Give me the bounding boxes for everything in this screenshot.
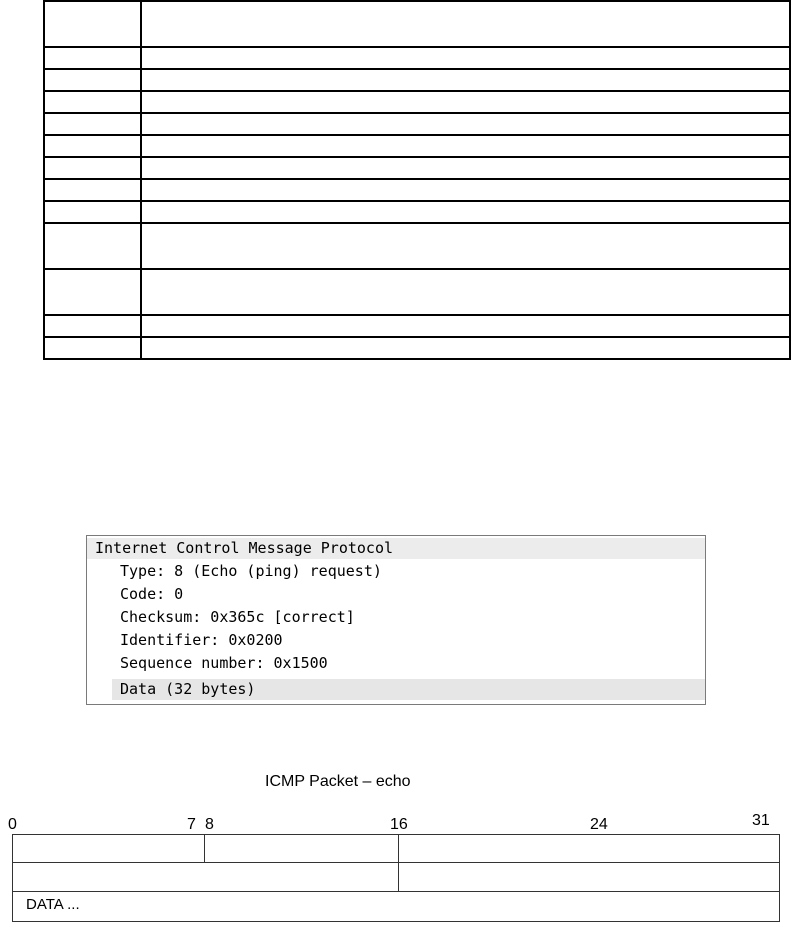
table-cell [141, 113, 790, 135]
table-cell [141, 201, 790, 223]
diagram-title: ICMP Packet – echo [265, 773, 411, 790]
packet-row-type-code-checksum [12, 834, 780, 863]
table-row [44, 69, 790, 91]
table-row [44, 223, 790, 269]
data-label: DATA ... [26, 896, 80, 913]
table-cell [141, 1, 790, 47]
table-cell [44, 157, 141, 179]
table-cell [44, 1, 141, 47]
table-row [44, 157, 790, 179]
type-field-row[interactable]: Type: 8 (Echo (ping) request) [120, 562, 382, 580]
sequence-field-row[interactable]: Sequence number: 0x1500 [120, 654, 328, 672]
table-cell [44, 201, 141, 223]
table-row [44, 179, 790, 201]
icmp-reference-table [43, 0, 791, 360]
table-cell [141, 269, 790, 315]
field-divider [398, 835, 399, 862]
table-cell [141, 69, 790, 91]
table-row [44, 1, 790, 47]
data-field-row[interactable]: Data (32 bytes) [112, 679, 705, 700]
field-divider [204, 835, 205, 862]
table-row [44, 269, 790, 315]
bit-label-7: 7 [187, 816, 196, 833]
protocol-header-row[interactable]: Internet Control Message Protocol [87, 538, 705, 559]
bit-label-0: 0 [8, 816, 17, 833]
table-row [44, 201, 790, 223]
identifier-field-row[interactable]: Identifier: 0x0200 [120, 631, 283, 649]
table-cell [141, 179, 790, 201]
table-cell [141, 47, 790, 69]
table-row [44, 47, 790, 69]
table-cell [44, 179, 141, 201]
packet-row-data [12, 891, 780, 922]
table-cell [44, 113, 141, 135]
table-cell [44, 223, 141, 269]
checksum-field-row[interactable]: Checksum: 0x365c [correct] [120, 608, 355, 626]
table-row [44, 337, 790, 359]
table-cell [141, 337, 790, 359]
table-cell [44, 69, 141, 91]
table-cell [141, 135, 790, 157]
table-cell [141, 223, 790, 269]
table-row [44, 113, 790, 135]
table-cell [141, 157, 790, 179]
table-cell [44, 47, 141, 69]
field-divider [398, 863, 399, 891]
table-cell [44, 315, 141, 337]
table-cell [141, 315, 790, 337]
bit-label-31: 31 [752, 812, 770, 829]
table-cell [44, 269, 141, 315]
table-row [44, 91, 790, 113]
bit-label-16: 16 [390, 816, 408, 833]
bit-label-24: 24 [590, 816, 608, 833]
packet-details-panel [86, 535, 706, 705]
bit-label-8: 8 [205, 816, 214, 833]
code-field-row[interactable]: Code: 0 [120, 585, 184, 603]
table-cell [44, 135, 141, 157]
table-row [44, 135, 790, 157]
packet-row-identifier-sequence [12, 862, 780, 892]
table-cell [44, 91, 141, 113]
table-cell [141, 91, 790, 113]
table-row [44, 315, 790, 337]
table-cell [44, 337, 141, 359]
